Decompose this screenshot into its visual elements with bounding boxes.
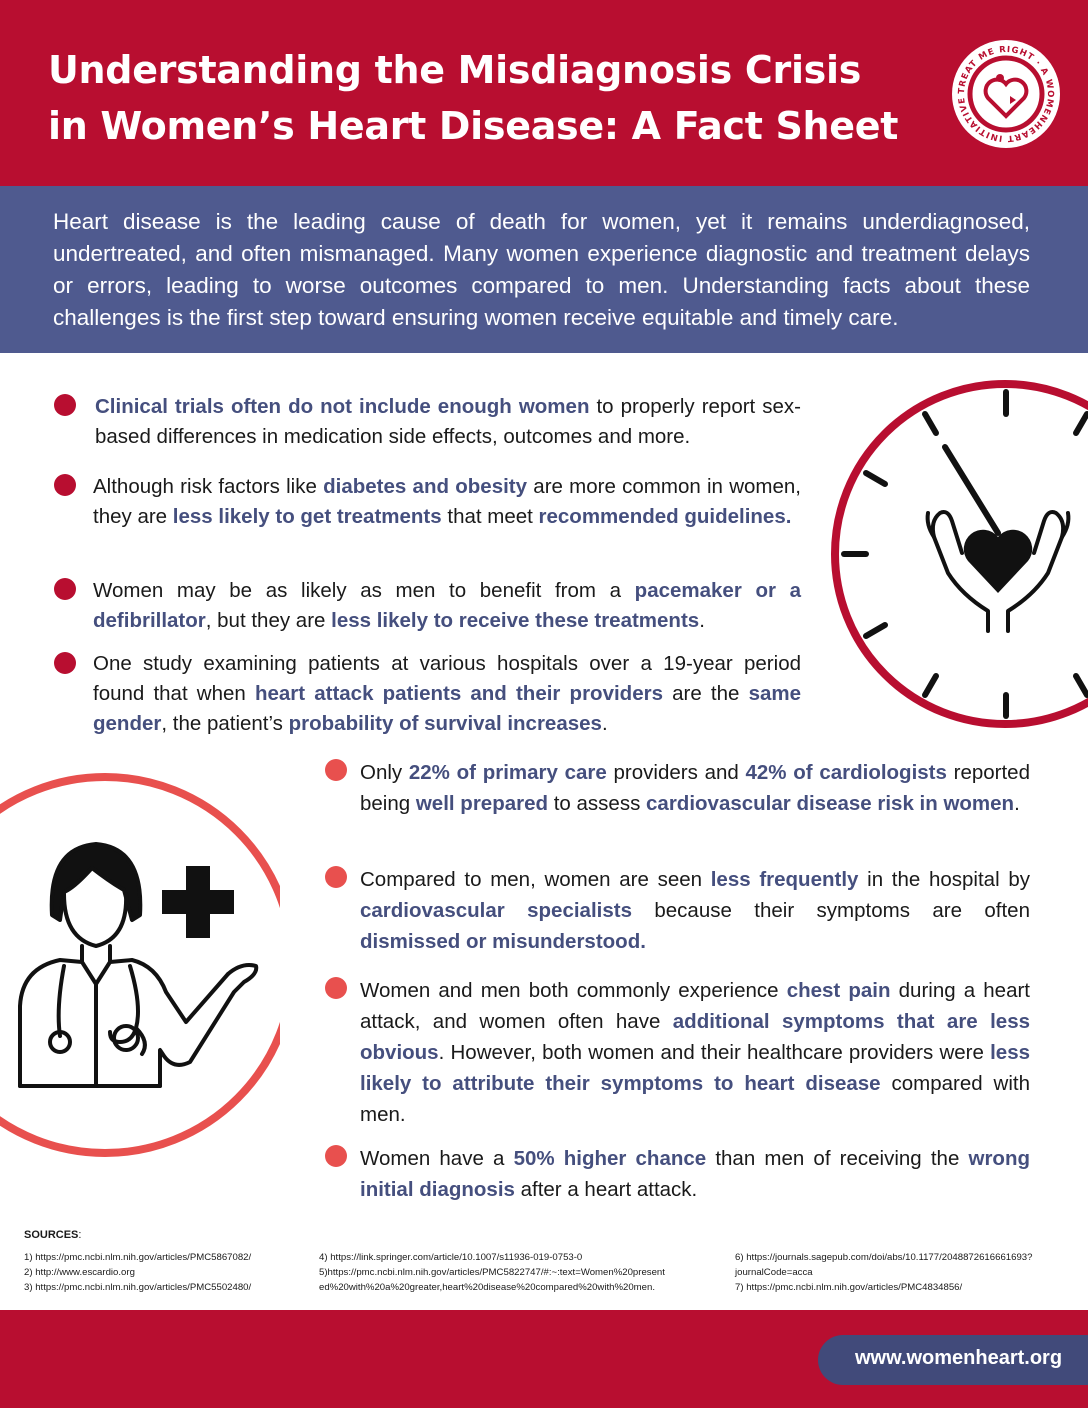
clock-heart-illustration <box>830 375 1088 737</box>
bullet-dot-3 <box>54 578 76 600</box>
fact-6: Compared to men, women are seen less frequently in the hospital by cardiovascular specialists because their symptoms are often dismissed or misunderstood. <box>360 868 1030 953</box>
source-link[interactable]: 4) https://link.springer.com/article/10.1007/s11936-019-0753-0 <box>319 1252 583 1263</box>
source-link[interactable]: 5)https://pmc.ncbi.nlm.nih.gov/articles/PMC5822747/#:~:text=Women%20present <box>319 1267 665 1278</box>
bullet-dot-1 <box>54 394 76 416</box>
fact-8: Women have a 50% higher chance than men of receiving the wrong initial diagnosis after a heart attack. <box>360 1147 1030 1201</box>
fact-7: Women and men both commonly experience chest pain during a heart attack, and women often have additional symptoms that are less obvious. However, both women and their healthcare providers were less likely to attribute their symptoms to heart disease compared with men. <box>360 979 1031 1126</box>
fact-4: One study examining patients at various hospitals over a 19-year period found that when heart attack patients and their providers are the same gender, the patient’s probability of survival increases. <box>93 652 801 735</box>
sources-column-2 <box>319 1250 665 1295</box>
doctor-illustration <box>0 770 280 1160</box>
source-link[interactable]: 1) https://pmc.ncbi.nlm.nih.gov/articles/PMC5867082/ <box>24 1252 252 1263</box>
fact-3: Women may be as likely as men to benefit from a pacemaker or a defibrillator, but they are less likely to receive these treatments. <box>93 579 801 632</box>
website-link[interactable]: www.womenheart.org <box>855 1347 1063 1369</box>
fact-2: Although risk factors like diabetes and obesity are more common in women, they are less likely to get treatments that meet recommended guidelines. <box>93 475 801 528</box>
source-link[interactable]: 2) http://www.escardio.org <box>24 1267 135 1278</box>
bullet-dot-4 <box>54 652 76 674</box>
bullet-dot-5 <box>325 759 347 781</box>
logo-text: TREAT ME RIGHT · A WOMENHEART INITIATIVE <box>956 44 1056 144</box>
page-title <box>48 42 928 154</box>
bullet-dot-2 <box>54 474 76 496</box>
intro-paragraph: Heart disease is the leading cause of death for women, yet it remains underdiagnosed, undertreated, and often mismanaged. Many women experience diagnostic and treatment delays or errors, leading to worse outcomes compared to men. Understanding facts about these challenges is the first step toward ensuring women receive equitable and timely care. <box>53 209 1030 330</box>
bullet-dot-7 <box>325 977 347 999</box>
bullet-dot-8 <box>325 1145 347 1167</box>
sources-column-3 <box>735 1250 1032 1295</box>
bullet-dot-6 <box>325 866 347 888</box>
treat-me-right-logo <box>950 38 1062 150</box>
fact-1: Clinical trials often do not include enough women to properly report sex-based differences in medication side effects, outcomes and more. <box>95 395 801 448</box>
title-line-1: Understanding the Misdiagnosis Crisis <box>48 48 862 92</box>
source-link[interactable]: journalCode=acca <box>735 1267 813 1278</box>
source-link[interactable]: 3) https://pmc.ncbi.nlm.nih.gov/articles/PMC5502480/ <box>24 1282 252 1293</box>
source-link[interactable]: 6) https://journals.sagepub.com/doi/abs/10.1177/2048872616661693? <box>735 1252 1033 1263</box>
fact-5: Only 22% of primary care providers and 42% of cardiologists reported being well prepared to assess cardiovascular disease risk in women. <box>360 761 1030 815</box>
source-link[interactable]: ed%20with%20a%20greater,heart%20disease%20compared%20with%20men. <box>319 1282 655 1293</box>
source-link[interactable]: 7) https://pmc.ncbi.nlm.nih.gov/articles/PMC4834856/ <box>735 1282 963 1293</box>
sources-column-1 <box>24 1250 251 1295</box>
sources-heading: SOURCES: <box>24 1229 82 1241</box>
title-line-2: in Women’s Heart Disease: A Fact Sheet <box>48 104 899 148</box>
